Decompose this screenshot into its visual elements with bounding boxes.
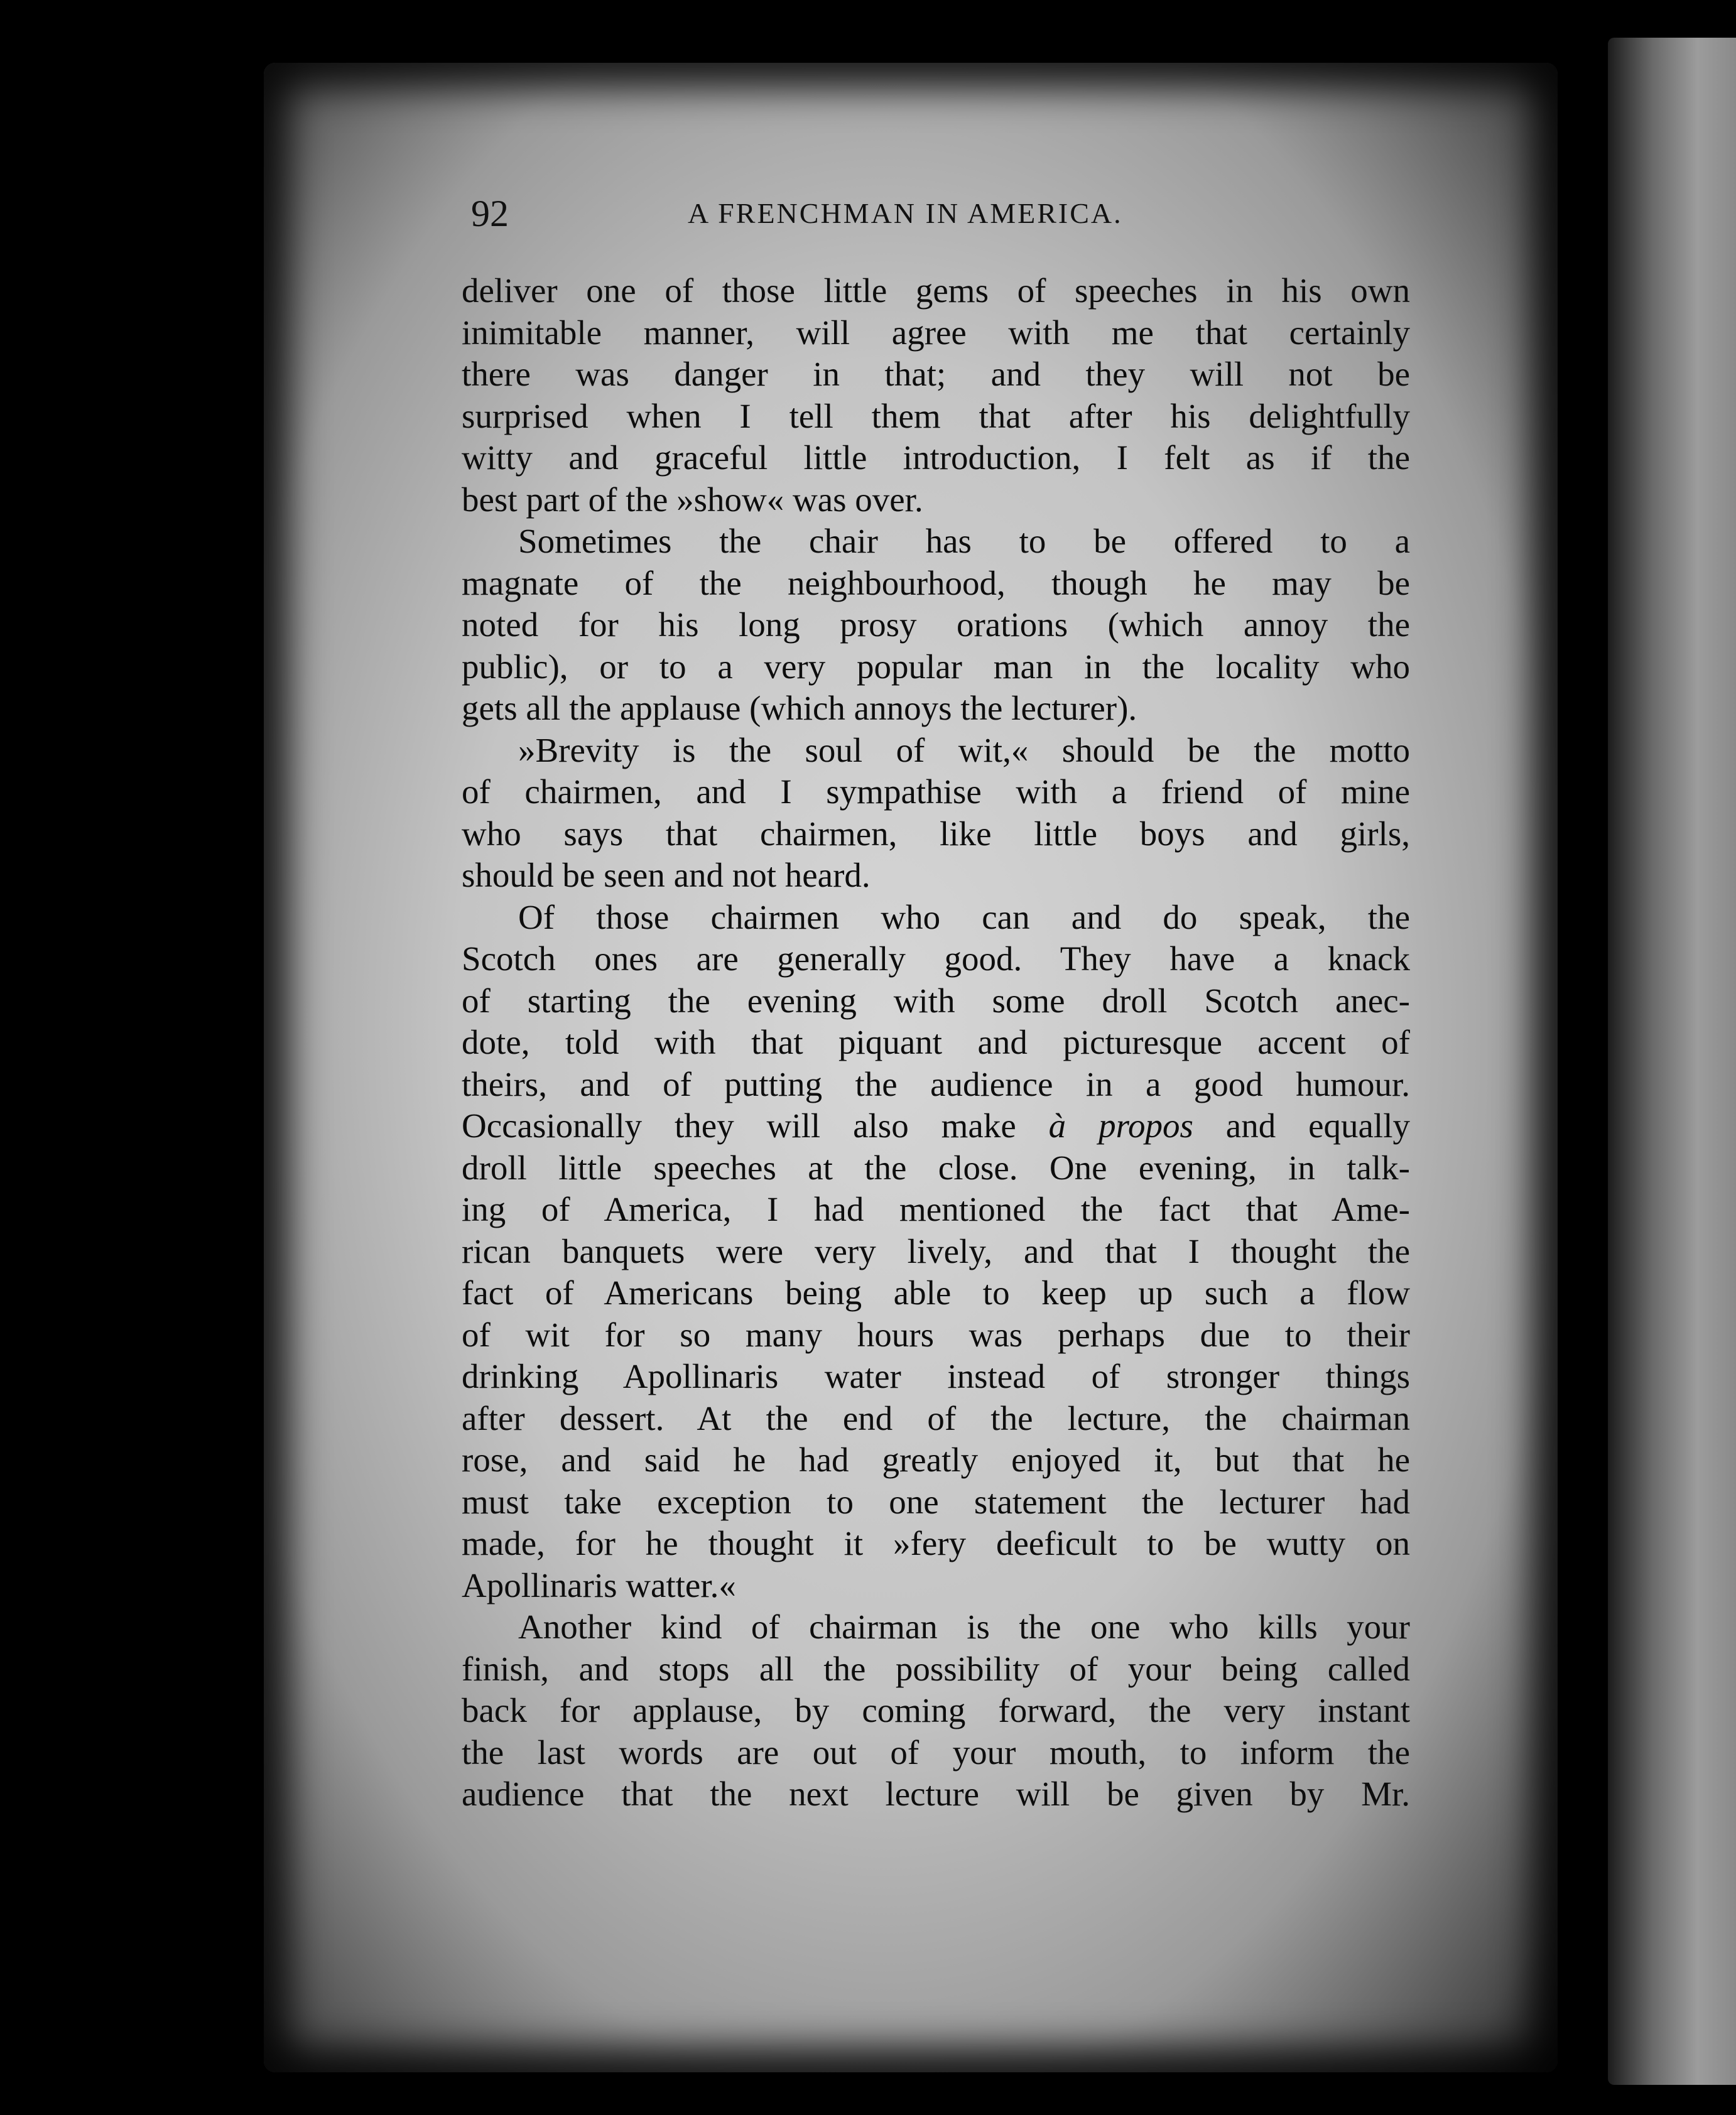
text-line: public), or to a very popular man in the locality who bbox=[462, 647, 1410, 686]
text-line: inimitable manner, will agree with me that certainly bbox=[462, 313, 1410, 352]
text-line: Apollinaris watter.« bbox=[462, 1566, 736, 1604]
text-segment: Occasionally they will also make bbox=[462, 1106, 1016, 1145]
text-line: who says that chairmen, like little boys and girls, bbox=[462, 814, 1410, 853]
paragraph-2 bbox=[462, 521, 1410, 730]
body-text bbox=[462, 270, 1410, 1815]
text-line: rose, and said he had greatly enjoyed it, but that he bbox=[462, 1441, 1410, 1479]
text-line: theirs, and of putting the audience in a good humour. bbox=[462, 1064, 1410, 1103]
text-line: noted for his long prosy orations (which annoy the bbox=[462, 605, 1410, 644]
paragraph-4 bbox=[462, 897, 1410, 1607]
text-line-with-italic bbox=[462, 1105, 1410, 1147]
text-line: after dessert. At the end of the lecture, the chairman bbox=[462, 1398, 1410, 1437]
text-line: fact of Americans being able to keep up such a flow bbox=[462, 1274, 1410, 1312]
text-segment: and equally bbox=[1193, 1106, 1410, 1145]
text-line: drinking Apollinaris water instead of stronger things bbox=[462, 1357, 1410, 1395]
text-line: back for applause, by coming forward, the very instant bbox=[462, 1691, 1410, 1729]
text-line: best part of the »show« was over. bbox=[462, 480, 923, 519]
text-line: must take exception to one statement the lecturer had bbox=[462, 1482, 1410, 1521]
text-line: gets all the applause (which annoys the lecturer). bbox=[462, 689, 1137, 727]
text-line: »Brevity is the soul of wit,« should be the motto bbox=[518, 730, 1410, 769]
text-line: Sometimes the chair has to be offered to a bbox=[518, 522, 1410, 560]
text-line: the last words are out of your mouth, to inform the bbox=[462, 1733, 1410, 1772]
running-head: A FRENCHMAN IN AMERICA. bbox=[688, 197, 1123, 229]
text-line: deliver one of those little gems of speeches in his own bbox=[462, 271, 1410, 310]
paragraph-1 bbox=[462, 270, 1410, 521]
text-line: of chairmen, and I sympathise with a friend of mine bbox=[462, 772, 1410, 811]
text-line: rican banquets were very lively, and that I thought the bbox=[462, 1231, 1410, 1270]
text-line: should be seen and not heard. bbox=[462, 856, 871, 894]
text-line: finish, and stops all the possibility of your being called bbox=[462, 1649, 1410, 1688]
text-line: of starting the evening with some droll Scotch anec- bbox=[462, 981, 1410, 1020]
text-line: made, for he thought it »fery deeficult to be wutty on bbox=[462, 1524, 1410, 1562]
text-line: witty and graceful little introduction, I felt as if the bbox=[462, 438, 1410, 477]
text-line: dote, told with that piquant and picturesque accent of bbox=[462, 1023, 1410, 1061]
italic-phrase: à propos bbox=[1048, 1106, 1193, 1145]
text-line: of wit for so many hours was perhaps due to their bbox=[462, 1315, 1410, 1354]
text-line: ing of America, I had mentioned the fact that Ame- bbox=[462, 1190, 1410, 1228]
text-line: Scotch ones are generally good. They have a knack bbox=[462, 939, 1410, 978]
text-line: surprised when I tell them that after his delightfully bbox=[462, 396, 1410, 435]
text-line: Another kind of chairman is the one who kills your bbox=[518, 1608, 1410, 1646]
page-number: 92 bbox=[471, 193, 509, 234]
paragraph-3 bbox=[462, 730, 1410, 897]
text-line: droll little speeches at the close. One evening, in talk- bbox=[462, 1148, 1410, 1187]
text-line: audience that the next lecture will be given by Mr. bbox=[462, 1775, 1410, 1813]
text-line: Of those chairmen who can and do speak, the bbox=[518, 897, 1410, 936]
adjacent-page-edge bbox=[1608, 38, 1736, 2085]
text-line: there was danger in that; and they will not be bbox=[462, 355, 1410, 393]
text-line: magnate of the neighbourhood, though he may be bbox=[462, 563, 1410, 602]
paragraph-5 bbox=[462, 1606, 1410, 1815]
page-header bbox=[471, 188, 1426, 239]
